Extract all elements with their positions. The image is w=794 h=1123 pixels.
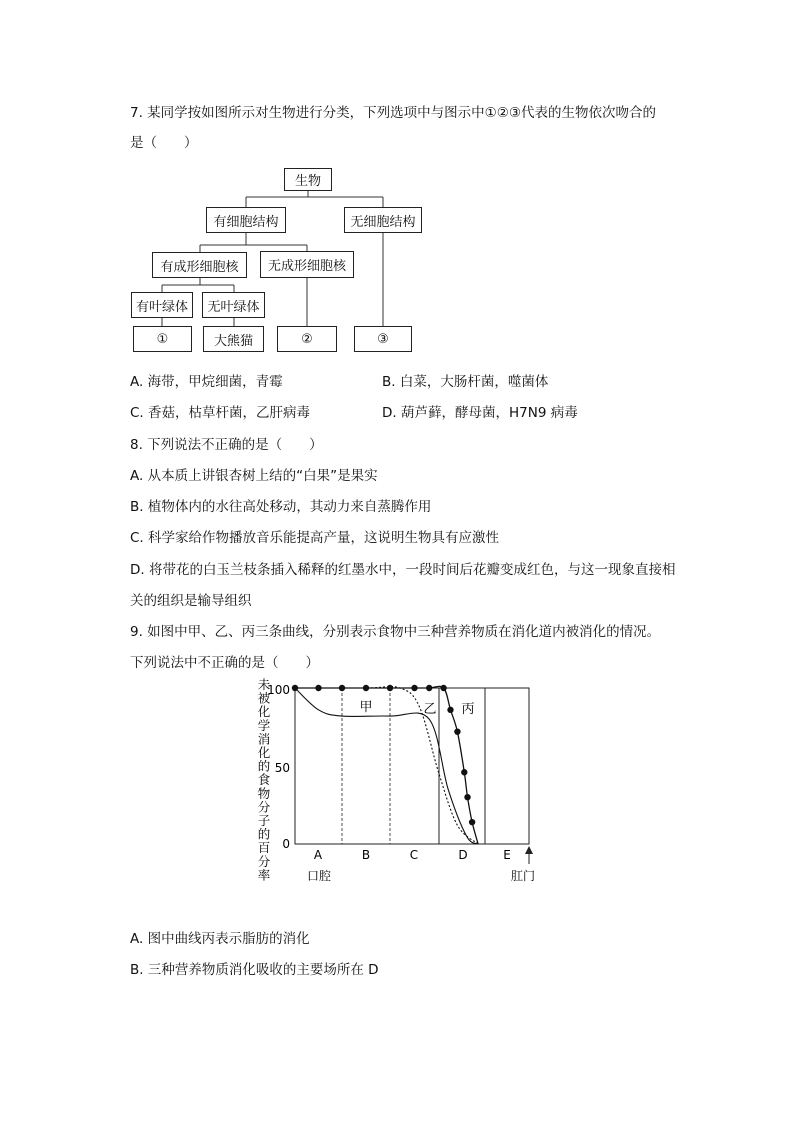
category-d: D	[458, 848, 468, 862]
tree-node-noncellular: 无细胞结构	[344, 207, 422, 233]
q9-option-a[interactable]: A. 图中曲线丙表示脂肪的消化	[130, 931, 310, 947]
ylabel-char: 未	[257, 677, 271, 692]
ylabel-char: 分	[257, 799, 271, 815]
series-label-jia: 甲	[359, 700, 373, 715]
ylabel-char: 百	[257, 840, 271, 856]
series-dot	[387, 685, 393, 691]
tree-node-organism: 生物	[284, 168, 332, 191]
q9-option-b[interactable]: B. 三种营养物质消化吸收的主要场所在 D	[130, 962, 379, 978]
series-label-yi: 乙	[423, 702, 437, 717]
tree-node-cellular: 有细胞结构	[206, 207, 286, 233]
tree-leaf-1: ①	[133, 326, 192, 352]
series-dot	[461, 769, 467, 775]
category-a: A	[313, 848, 323, 862]
ylabel-char: 的	[257, 826, 271, 842]
x-start-label: 口腔	[306, 869, 332, 883]
ylabel-char: 率	[257, 867, 271, 883]
tree-node-no-chloroplast: 无叶绿体	[202, 292, 265, 318]
ylabel-char: 被	[257, 690, 271, 706]
ylabel-char: 化	[257, 745, 271, 760]
q8-option-d-line1[interactable]: D. 将带花的白玉兰枝条插入稀释的红墨水中，一段时间后花瓣变成红色，与这一现象直接相	[130, 562, 676, 578]
category-b: B	[361, 848, 371, 862]
ylabel-char: 子	[257, 813, 271, 828]
chart-frame	[295, 688, 529, 844]
q8-option-c[interactable]: C. 科学家给作物播放音乐能提高产量，这说明生物具有应激性	[130, 530, 500, 546]
q8-option-d-line2: 关的组织是输导组织	[130, 593, 252, 609]
tree-leaf-panda: 大熊猫	[203, 326, 264, 352]
series-dot	[363, 685, 369, 691]
series-dot	[447, 707, 453, 713]
series-dot	[454, 728, 460, 734]
ylabel-char: 食	[257, 772, 271, 788]
ylabel-char: 消	[257, 731, 271, 747]
series-dot	[440, 685, 446, 691]
q7-option-c[interactable]: C. 香菇，枯草杆菌，乙肝病毒	[130, 405, 311, 421]
tree-node-no-nucleus: 无成形细胞核	[260, 251, 354, 278]
q7-option-b[interactable]: B. 白菜，大肠杆菌，噬菌体	[382, 374, 549, 390]
q7-stem-line1: 7. 某同学按如图所示对生物进行分类，下列选项中与图示中①②③代表的生物依次吻合的	[130, 105, 656, 121]
ytick-100: 100	[267, 683, 290, 697]
series-dot	[464, 794, 470, 800]
series-dot	[315, 685, 321, 691]
tree-leaf-2: ②	[277, 326, 337, 352]
q9-stem-line2: 下列说法中不正确的是（ ）	[130, 655, 319, 671]
category-e: E	[503, 848, 511, 862]
q8-option-a[interactable]: A. 从本质上讲银杏树上结的“白果”是果实	[130, 468, 378, 484]
anus-arrow-head	[525, 846, 533, 854]
series-dot	[292, 685, 298, 691]
ylabel-char: 物	[257, 785, 271, 801]
q8-option-b[interactable]: B. 植物体内的水往高处移动，其动力来自蒸腾作用	[130, 499, 432, 515]
tree-leaf-3: ③	[354, 326, 412, 352]
q7-option-d[interactable]: D. 葫芦藓，酵母菌，H7N9 病毒	[382, 405, 578, 421]
tree-node-nucleus: 有成形细胞核	[152, 252, 247, 278]
series-dot	[339, 685, 345, 691]
q7-option-a[interactable]: A. 海带，甲烷细菌，青霉	[130, 374, 283, 390]
tree-node-chloroplast: 有叶绿体	[131, 292, 193, 318]
q7-stem-line2: 是（ ）	[130, 135, 198, 151]
ylabel-char: 分	[257, 853, 271, 869]
ylabel-char: 化	[257, 704, 271, 720]
chart-ylabel	[258, 677, 271, 882]
series-dot	[469, 819, 475, 825]
series-dot	[411, 685, 417, 691]
q9-stem-line1: 9. 如图中甲、乙、丙三条曲线，分别表示食物中三种营养物质在消化道内被消化的情况。	[130, 624, 661, 640]
ytick-0: 0	[282, 837, 290, 851]
x-end-label: 肛门	[510, 869, 536, 883]
category-c: C	[409, 848, 419, 862]
ylabel-char: 学	[257, 717, 271, 733]
q8-stem: 8. 下列说法不正确的是（ ）	[130, 437, 323, 453]
ylabel-char: 的	[257, 758, 271, 774]
series-dot	[426, 685, 432, 691]
ytick-50: 50	[274, 761, 290, 775]
series-label-bing: 丙	[461, 702, 475, 717]
